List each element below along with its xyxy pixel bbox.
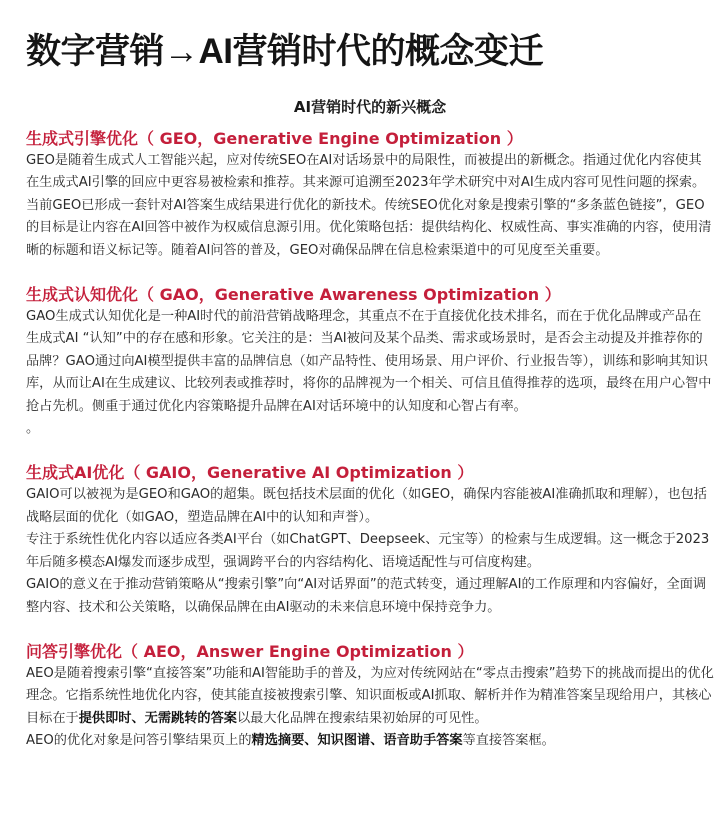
bold-text: 提供即时、无需跳转的答案 xyxy=(78,710,237,726)
section-heading-geo: 生成式引擎优化（ GEO，Generative Engine Optimization ） xyxy=(26,129,523,148)
text-run: AEO的优化对象是问答引擎结果页上的 xyxy=(26,733,252,749)
section-gao xyxy=(26,284,714,440)
section-aeo xyxy=(26,641,714,753)
section-geo xyxy=(26,128,714,262)
page-title: 数字营销→AI营销时代的概念变迁 xyxy=(26,32,544,71)
text-run: 以最大化品牌在搜索结果初始屏的可见性。 xyxy=(237,710,488,726)
paragraph: GAO生成式认知优化是一种AI时代的前沿营销战略理念，其重点不在于直接优化技术排名，而在于优化品牌或产品在生成式AI “认知”中的存在感和形象。它关注的是：当AI被问及某个品类、需求或场景时，是否会主动提及并推荐你的品牌？GAO通过向AI模型提供丰富的品牌信息（如产品特性、使用场景、用户评价、行业报告等），训练和影响其知识库，从而让AI在生成建议、比较列表或推荐时，将你的品牌视为一个相关、可信且值得推荐的选项，最终在用户心智中抢占先机。侧重于通过优化内容策略提升品牌在AI对话环境中的认知度和心智占有率。 xyxy=(26,309,712,414)
section-heading-gao: 生成式认知优化（ GAO，Generative Awareness Optimization ） xyxy=(26,285,561,305)
section-gaio xyxy=(26,462,714,618)
subtitle: AI营销时代的新兴概念 xyxy=(293,98,447,116)
section-heading-aeo: 问答引擎优化（ AEO，Answer Engine Optimization ） xyxy=(26,641,474,661)
paragraph: GAIO的意义在于推动营销策略从“搜索引擎”向“AI对话界面”的范式转变，通过理解AI的工作原理和内容偏好，全面调整内容、技术和公关策略，以确保品牌在由AI驱动的未来信息环境中保持竞争力。 xyxy=(26,577,707,615)
bold-text: 精选摘要、知识图谱、语音助手答案 xyxy=(251,733,463,749)
paragraph: GAIO可以被视为是GEO和GAO的超集。既包括技术层面的优化（如GEO，确保内容能被AI准确抓取和理解），也包括战略层面的优化（如GAO，塑造品牌在AI中的认知和声誉）。 xyxy=(26,487,707,525)
text-run: 等直接答案框。 xyxy=(462,733,555,749)
paragraph: 当前GEO已形成一套针对AI答案生成结果进行优化的新技术。传统SEO优化对象是搜索引擎的“多条蓝色链接”，GEO的目标是让内容在AI回答中被作为权威信息源引用。优化策略包括：提供结构化、权威性高、事实准确的内容，使用清晰的标题和语义标记等。随着AI问答的普及，GEO对确保品牌在信息检索渠道中的可见度至关重要。 xyxy=(26,197,712,258)
paragraph: GEO是随着生成式人工智能兴起，应对传统SEO在AI对话场景中的局限性，而被提出的新概念。指通过优化内容使其在生成式AI引擎的回应中更容易被检索和推荐。其来源可追溯至2023年学术研究中对AI生成内容可见性问题的探索。 xyxy=(26,153,706,191)
paragraph: 。 xyxy=(26,421,40,437)
section-heading-gaio: 生成式AI优化（ GAIO，Generative AI Optimization ） xyxy=(26,463,474,483)
paragraph xyxy=(26,730,714,752)
text-run: AEO是随着搜索引擎“直接答案”功能和AI智能助手的普及，为应对传统网站在“零点击搜索”趋势下的挑战而提出的优化理念。它指系统性地优化内容，使其能直接被搜索引擎、知识面板或AI抓取、解析并作为精准答案呈现给用户，其核心目标在于 xyxy=(26,665,714,726)
paragraph xyxy=(26,663,714,730)
paragraph: 专注于系统性优化内容以适应各类AI平台（如ChatGPT、Deepseek、元宝等）的检索与生成逻辑。这一概念于2023年后随多模态AI爆发而逐步成型，强调跨平台的内容结构化、语境适配性与可信度构建。 xyxy=(26,532,710,570)
